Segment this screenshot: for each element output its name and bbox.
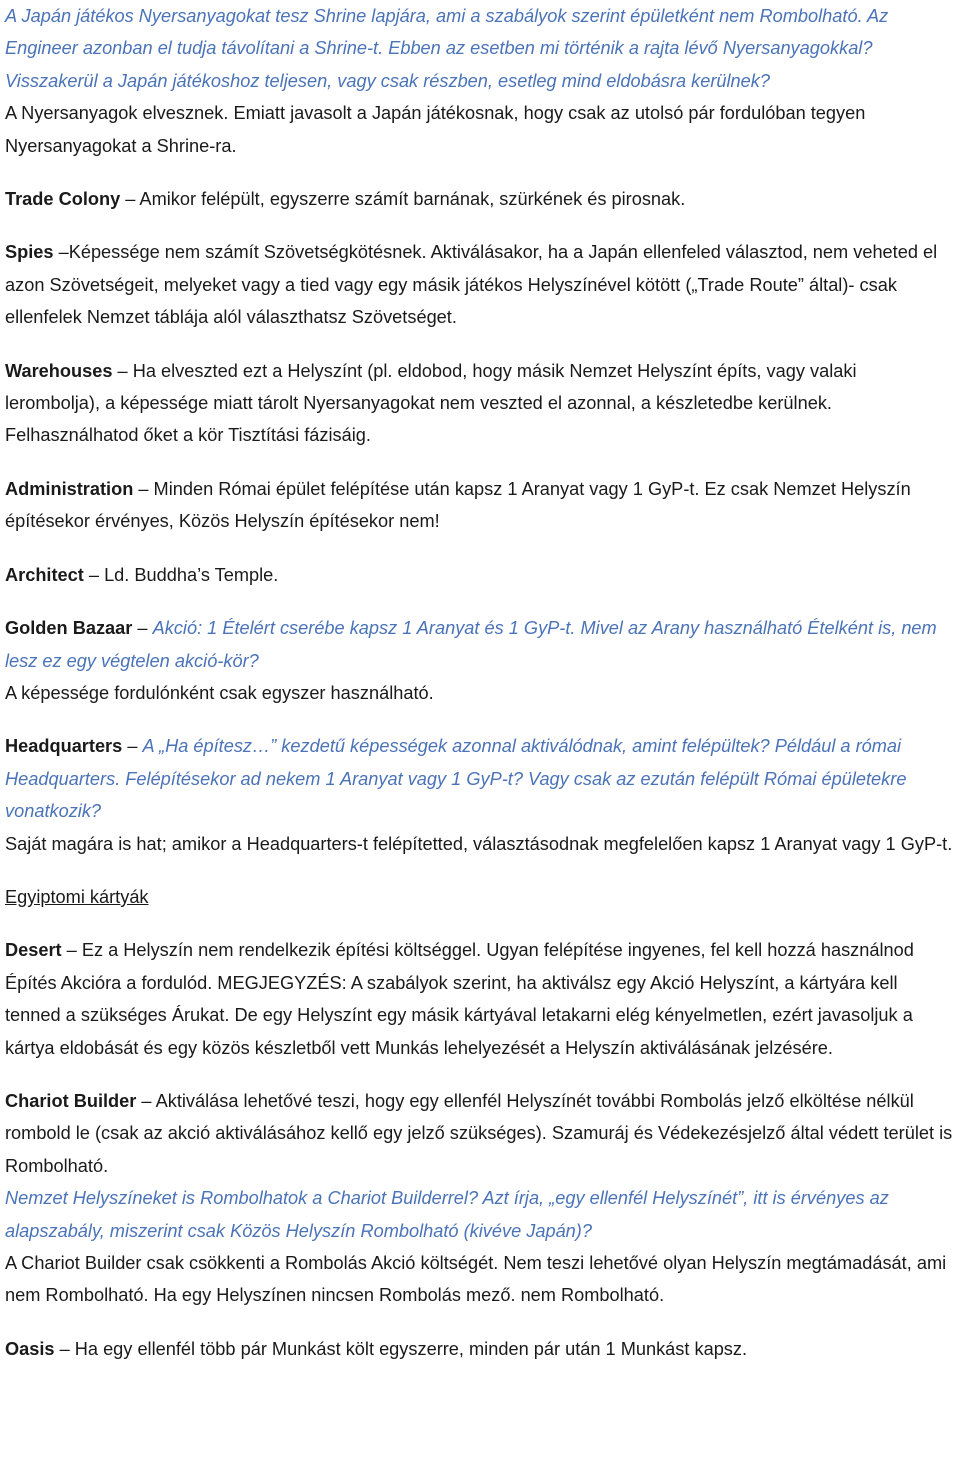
term-name: Administration <box>5 478 134 499</box>
paragraph <box>5 612 956 677</box>
term-name: Architect <box>5 564 84 585</box>
paragraph <box>5 934 956 1064</box>
paragraph <box>5 730 956 827</box>
body-text: A Nyersanyagok elvesznek. Emiatt javasolt a Japán játékosnak, hogy csak az utolsó pár fordulóban tegyen Nyersanyagokat a Shrine-ra. <box>5 103 866 156</box>
body-text: –Képessége nem számít Szövetségkötésnek. Aktiválásakor, ha a Japán ellenfeled választod, nem veheted el azon Szövetségeit, melyeket vagy a tied vagy egy másik játékos Helyszínével kötött („Trade Route” által)- csak ellenfelek Nemzet táblája alól választhatsz Szövetséget. <box>5 242 938 328</box>
question-text: Akció: 1 Ételért cserébe kapsz 1 Aranyat és 1 GyP-t. Mivel az Arany használható Ételként is, nem lesz ez egy végtelen akció-kör? <box>5 618 937 671</box>
paragraph <box>5 1182 956 1247</box>
question-text: A Japán játékos Nyersanyagokat tesz Shrine lapjára, ami a szabályok szerint épületként nem Rombolható. Az Engineer azonban el tudja távolítani a Shrine-t. Ebben az esetben mi történik a rajta lévő Nyersanyagokkal? Visszakerül a Japán játékoshoz teljesen, vagy csak részben, esetleg mind eldobásra kerülnek? <box>5 6 889 91</box>
paragraph <box>5 1247 956 1312</box>
paragraph <box>5 473 956 538</box>
body-text: A Chariot Builder csak csökkenti a Rombolás Akció költségét. Nem teszi lehetővé olyan Helyszín megtámadását, ami nem Rombolható. Ha egy Helyszínen nincsen Rombolás mező. nem Rombolható. <box>5 1253 947 1306</box>
paragraph <box>5 881 956 913</box>
term-name: Spies <box>5 242 54 263</box>
paragraph <box>5 1333 956 1365</box>
paragraph <box>5 0 956 97</box>
body-text: – Ha egy ellenfél több pár Munkást költ egyszerre, minden pár után 1 Munkást kapsz. <box>54 1338 748 1359</box>
section-heading: Egyiptomi kártyák <box>5 886 149 907</box>
paragraph <box>5 828 956 860</box>
body-text: – Ha elveszted ezt a Helyszínt (pl. eldobod, hogy másik Nemzet Helyszínt építs, vagy valaki lerombolja), a képessége miatt tárolt Nyersanyagokat nem veszted el azonnal, a készletedbe kerülnek. Felhasználhatod őket a kör Tisztítási fázisáig. <box>5 360 857 446</box>
term-name: Chariot Builder <box>5 1090 137 1111</box>
paragraph <box>5 97 956 162</box>
term-name: Golden Bazaar <box>5 618 133 639</box>
paragraph <box>5 559 956 591</box>
body-text: – Amikor felépült, egyszerre számít barnának, szürkének és pirosnak. <box>120 189 686 210</box>
body-text: – Aktiválása lehetővé teszi, hogy egy ellenfél Helyszínét további Rombolás jelző elköltése nélkül rombold le (csak az akció aktiválásához kellő egy jelző szükséges). Szamuráj és Védekezésjelző által védett terület is Rombolható. <box>5 1090 953 1176</box>
question-text: A „Ha építesz…” kezdetű képességek azonnal aktiválódnak, amint felépültek? Például a római Headquarters. Felépítésekor ad nekem 1 Aranyat vagy 1 GyP-t? Vagy csak az ezután felépült Római épületekre vonatkozik? <box>5 736 907 822</box>
term-name: Desert <box>5 940 62 961</box>
paragraph <box>5 183 956 215</box>
body-text: Saját magára is hat; amikor a Headquarters-t felépítetted, választásodnak megfelelően kapsz 1 Aranyat vagy 1 GyP-t. <box>5 833 953 854</box>
body-text: – <box>132 618 153 639</box>
term-name: Headquarters <box>5 736 123 757</box>
paragraph <box>5 1085 956 1182</box>
term-name: Warehouses <box>5 360 113 381</box>
term-name: Oasis <box>5 1338 55 1359</box>
question-text: Nemzet Helyszíneket is Rombolhatok a Chariot Builderrel? Azt írja, „egy ellenfél Helyszínét”, itt is érvényes az alapszabály, miszerint csak Közös Helyszín Rombolható (kivéve Japán)? <box>5 1188 889 1241</box>
body-text: – Ld. Buddha’s Temple. <box>83 564 279 585</box>
paragraph <box>5 236 956 333</box>
body-text: – <box>122 736 143 757</box>
paragraph <box>5 355 956 452</box>
paragraph <box>5 677 956 709</box>
term-name: Trade Colony <box>5 189 121 210</box>
body-text: A képessége fordulónként csak egyszer használható. <box>5 682 434 703</box>
body-text: – Minden Római épület felépítése után kapsz 1 Aranyat vagy 1 GyP-t. Ez csak Nemzet Helyszín építésekor érvényes, Közös Helyszín építésekor nem! <box>5 478 911 532</box>
body-text: – Ez a Helyszín nem rendelkezik építési költséggel. Ugyan felépítése ingyenes, fel kell hozzá használnod Építés Akcióra a fordulód. MEGJEGYZÉS: A szabályok szerint, ha aktiválsz egy Akció Helyszínt, a kártyára kell tenned a szükséges Árukat. De egy Helyszínt egy másik kártyával letakarni elég kényelmetlen, ezért javasoljuk a kártya eldobását és egy közös készletből vett Munkás lehelyezését a Helyszín aktiválásának jelzésére. <box>5 940 914 1058</box>
